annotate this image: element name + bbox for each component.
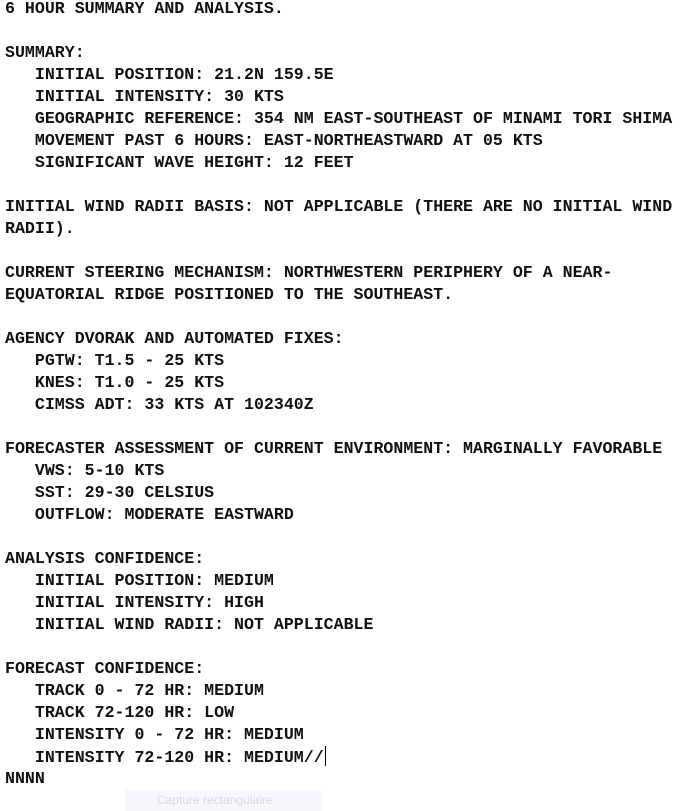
blank-line [5, 174, 672, 196]
text-line [5, 196, 672, 218]
line-text: TRACK 0 - 72 HR: MEDIUM [5, 681, 264, 700]
text-line [5, 218, 672, 240]
line-text: ANALYSIS CONFIDENCE: [5, 549, 205, 568]
text-line [5, 504, 672, 526]
text-line [5, 284, 672, 306]
text-line [5, 570, 672, 592]
bulletin-text [5, 0, 672, 790]
line-text: EQUATORIAL RIDGE POSITIONED TO THE SOUTHEAST. [5, 285, 454, 304]
line-text: GEOGRAPHIC REFERENCE: 354 NM EAST-SOUTHEAST OF MINAMI TORI SHIMA [5, 109, 673, 128]
text-line [5, 768, 672, 790]
text-line [5, 64, 672, 86]
line-text: FORECASTER ASSESSMENT OF CURRENT ENVIRONMENT: MARGINALLY FAVORABLE [5, 439, 663, 458]
line-text: INITIAL INTENSITY: HIGH [5, 593, 264, 612]
text-line [5, 482, 672, 504]
text-line [5, 86, 672, 108]
capture-tooltip: Capture rectangulaire [125, 790, 322, 811]
line-text: SST: 29-30 CELSIUS [5, 483, 215, 502]
line-text: VWS: 5-10 KTS [5, 461, 165, 480]
line-text: PGTW: T1.5 - 25 KTS [5, 351, 225, 370]
line-text: KNES: T1.0 - 25 KTS [5, 373, 225, 392]
line-text: INITIAL WIND RADII BASIS: NOT APPLICABLE (THERE ARE NO INITIAL WIND [5, 197, 673, 216]
line-text: OUTFLOW: MODERATE EASTWARD [5, 505, 294, 524]
line-text: MOVEMENT PAST 6 HOURS: EAST-NORTHEASTWARD AT 05 KTS [5, 131, 543, 150]
text-line [5, 130, 672, 152]
text-line [5, 438, 672, 460]
line-text: TRACK 72-120 HR: LOW [5, 703, 235, 722]
text-line [5, 548, 672, 570]
text-line [5, 108, 672, 130]
text-line [5, 394, 672, 416]
text-line [5, 328, 672, 350]
line-text: INITIAL WIND RADII: NOT APPLICABLE [5, 615, 374, 634]
blank-line [5, 526, 672, 548]
line-text: AGENCY DVORAK AND AUTOMATED FIXES: [5, 329, 344, 348]
line-text: INITIAL POSITION: 21.2N 159.5E [5, 65, 334, 84]
line-text: CIMSS ADT: 33 KTS AT 102340Z [5, 395, 314, 414]
text-line [5, 152, 672, 174]
text-line [5, 724, 672, 746]
text-line [5, 460, 672, 482]
text-line [5, 262, 672, 284]
blank-line [5, 240, 672, 262]
line-text: 6 HOUR SUMMARY AND ANALYSIS. [5, 0, 284, 18]
text-line [5, 746, 672, 768]
text-line [5, 680, 672, 702]
line-text: INITIAL INTENSITY: 30 KTS [5, 87, 284, 106]
line-text: RADII). [5, 219, 75, 238]
text-line [5, 350, 672, 372]
blank-line [5, 20, 672, 42]
line-text: SIGNIFICANT WAVE HEIGHT: 12 FEET [5, 153, 354, 172]
line-text: INTENSITY 0 - 72 HR: MEDIUM [5, 725, 304, 744]
text-line [5, 614, 672, 636]
text-line [5, 0, 672, 20]
text-line [5, 372, 672, 394]
line-text: SUMMARY: [5, 43, 85, 62]
line-text: NNNN [5, 769, 45, 788]
text-cursor [325, 746, 326, 766]
blank-line [5, 636, 672, 658]
text-line [5, 42, 672, 64]
line-text: CURRENT STEERING MECHANISM: NORTHWESTERN PERIPHERY OF A NEAR- [5, 263, 613, 282]
text-line [5, 702, 672, 724]
blank-line [5, 306, 672, 328]
line-text: INITIAL POSITION: MEDIUM [5, 571, 274, 590]
text-line [5, 592, 672, 614]
text-line [5, 658, 672, 680]
blank-line [5, 416, 672, 438]
line-text: INTENSITY 72-120 HR: MEDIUM// [5, 748, 324, 767]
line-text: FORECAST CONFIDENCE: [5, 659, 205, 678]
